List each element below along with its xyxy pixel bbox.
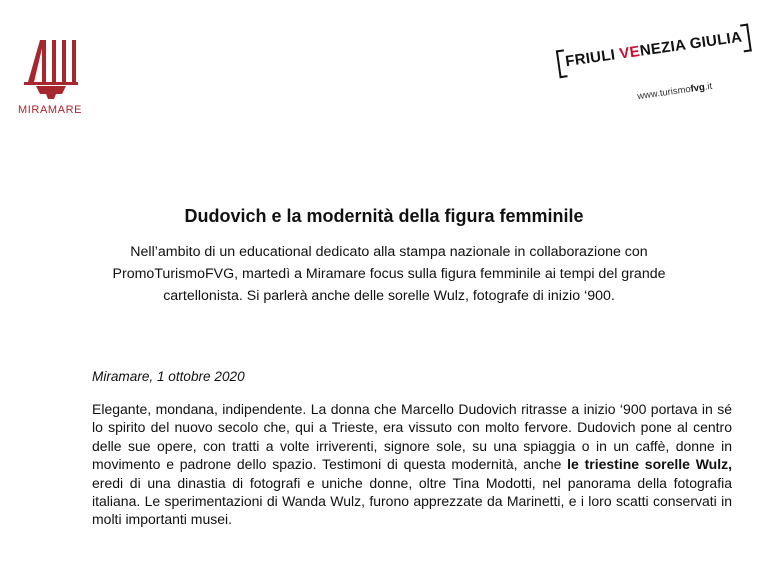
bracket-right-icon [740, 23, 752, 52]
article-title: Dudovich e la modernità della figura femminile [184, 206, 584, 226]
fvg-logo [555, 28, 744, 112]
body-emphasis: le triestine sorelle Wulz, [567, 456, 732, 473]
body-part-2: eredi di una dinastia di fotografi e uniche donne, oltre Tina Modotti, nel panorama della fotografia italiana. Le sperimentazioni di Wanda Wulz, furono apprezzate da Marinetti, e i loro scatti conservati in molti importanti musei. [92, 474, 732, 528]
dateline: Miramare, 1 ottobre 2020 [92, 369, 245, 384]
miramare-logo-icon [22, 36, 80, 100]
fvg-url: www.turismofvg.it [636, 80, 713, 103]
fvg-wordmark: FRIULI VENEZIA GIULIA [558, 26, 749, 73]
article-subtitle: Nell’ambito di un educational dedicato alla stampa nazionale in collaborazione con PromoTurismoFVG, martedì a Miramare focus sulla figura femminile ai tempi del grande cartellonista. Si parlerà anche delle sorelle Wulz, fotografe di inizio ‘900. [112, 244, 666, 304]
miramare-logo [18, 36, 88, 116]
miramare-wordmark: MIRAMARE [18, 104, 83, 116]
article-body [92, 400, 732, 529]
body-part-1: Elegante, mondana, indipendente. La donna che Marcello Dudovich ritrasse a inizio ‘900 portava in sé lo spirito del nuovo secolo che, qui a Trieste, era vissuto con molto fervore. Dudovich pone al centro delle sue opere, con tratti a volte irriverenti, signore sole, su una spiaggia o in un caffè, donne in movimento e padrone dello spazio. Testimoni di questa modernità, anche [92, 401, 732, 473]
